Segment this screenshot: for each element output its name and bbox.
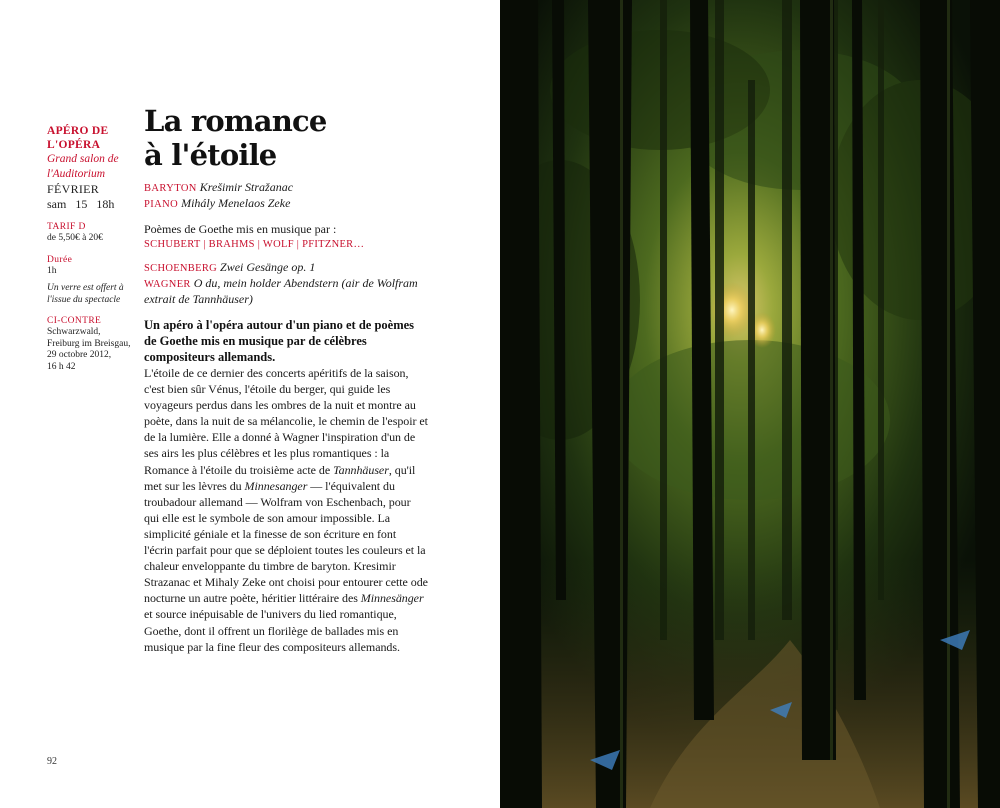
photo-credit-line: Freiburg im Breisgau,: [47, 338, 131, 349]
credit-role: PIANO: [144, 199, 179, 210]
event-series-title-line2: L'OPÉRA: [47, 139, 101, 151]
body-text-part: et source inépuisable de l'univers du lied romantique, Goethe, dont il offrent un florilège de ballades mis en musique par la fine fleur des compositeurs allemands.: [144, 607, 400, 654]
poemes-intro: Poèmes de Goethe mis en musique par :: [144, 222, 337, 236]
page-title-line1: La romance: [144, 104, 327, 138]
tarif-label: TARIF D: [47, 222, 86, 232]
body-text-part: , qu'il met sur les lèvres du: [144, 462, 416, 493]
photo-credit: [47, 327, 132, 373]
duree-value: 1h: [47, 265, 57, 276]
event-day-number: 15: [75, 197, 88, 211]
program-work: O du, mein holder Abendstern (air de Wolfram extrait de Tannhäuser): [144, 276, 418, 306]
page-title-line2: à l'étoile: [144, 138, 277, 172]
credit-row: [144, 196, 428, 212]
venue-line1: Grand salon de: [47, 153, 119, 165]
page-title: [144, 104, 428, 172]
photo-credit-line: 16 h 42: [47, 361, 76, 372]
credit-name: Krešimir Stražanac: [199, 180, 294, 194]
drink-note-line2: l'issue du spectacle: [47, 294, 121, 305]
photo-credit-line: 29 octobre 2012,: [47, 350, 112, 360]
body-text: [144, 365, 428, 655]
ci-contre-label: CI-CONTRE: [47, 316, 102, 326]
duree-label: Durée: [47, 254, 73, 265]
drink-note: [47, 283, 132, 306]
event-month: FÉVRIER: [47, 182, 100, 196]
body-italic-term: Minnesanger: [244, 478, 308, 493]
body-text-part: — l'équivalent du troubadour allemand — Wolfram von Eschenbach, pour qui elle est le symbole de son amour impossible. La simplicité géniale et la finesse de son écriture en font l'écrin parfait pour que se déploient toutes les couleurs et la chaleur enveloppante du timbre de baryton. Kresimir Strazanac et Mihaly Zeke ont choisi pour entourer cette ode nocturne un autre poète, héritier littéraire des: [144, 478, 428, 606]
forest-photo-illustration: [500, 0, 1000, 808]
credit-row: [144, 180, 428, 196]
tarif-value: de 5,50€ à 20€: [47, 233, 103, 243]
program-item: [144, 276, 428, 307]
credit-name: Mihály Menelaos Zeke: [181, 196, 291, 210]
event-day: sam: [47, 197, 67, 211]
drink-note-line1: Un verre est offert à: [47, 283, 124, 293]
photo-credit-line: Schwarzwald,: [47, 327, 101, 337]
body-italic-term: Minnesänger: [360, 591, 424, 606]
body-italic-title: Tannhäuser: [333, 462, 389, 477]
lead-paragraph: Un apéro à l'opéra autour d'un piano et de poèmes de Goethe mis en musique par de célèbres compositeurs allemands.: [144, 318, 415, 364]
credit-role: BARYTON: [144, 183, 197, 194]
program-composer: WAGNER: [144, 279, 191, 290]
forest-photo: [500, 0, 1000, 808]
main-column: [144, 104, 428, 655]
program-item: [144, 260, 428, 276]
program-list: [144, 260, 428, 307]
program-work: Zwei Gesänge op. 1: [220, 260, 316, 274]
event-series-title-line1: APÉRO DE: [47, 125, 109, 137]
event-time: 18h: [96, 197, 115, 211]
page-number: 92: [47, 756, 57, 767]
venue-line2: l'Auditorium: [47, 168, 106, 180]
event-series-title: [47, 124, 132, 152]
performer-credits: [144, 180, 428, 212]
venue: [47, 152, 132, 182]
event-date: [47, 197, 132, 212]
composer-list: SCHUBERT | BRAHMS | WOLF | PFITZNER…: [144, 239, 365, 250]
event-info-sidebar: [47, 124, 132, 373]
program-composer: SCHOENBERG: [144, 263, 218, 274]
body-text-part: L'étoile de ce dernier des concerts apéritifs de la saison, c'est bien sûr Vénus, l'étoile du berger, qui guide les voyageurs perdus dans les ombres de la nuit et montre au poète, dans la nuit de sa mélancolie, le chemin de l'espoir et de la lumière. Elle a donné à Wagner l'inspiration d'un de ses airs les plus célèbres et les plus romantiques : la Romance à l'étoile du troisième acte de: [144, 366, 428, 477]
